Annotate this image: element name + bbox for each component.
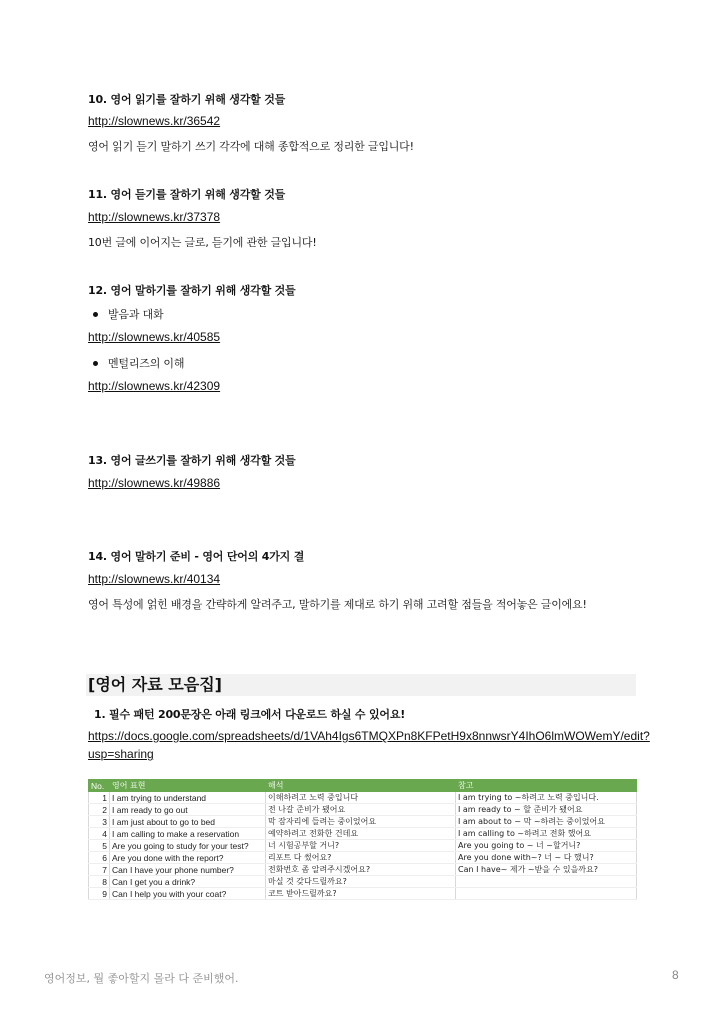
spreadsheet-link-line2[interactable]: usp=sharing [88, 747, 154, 761]
spreadsheet-link-line1[interactable]: https://docs.google.com/spreadsheets/d/1VAh4Igs6TMQXPn8KFPetH9x8nnwsrY4IhO6lmWOWemY/edit? [88, 729, 650, 743]
bullet-text: 멘털리즈의 이해 [108, 357, 185, 370]
link-49886[interactable]: http://slownews.kr/49886 [88, 476, 221, 490]
note-cell: I am ready to ~ 할 준비가 됐어요 [456, 804, 637, 816]
note-cell: I am trying to ~하려고 노력 중입니다. [456, 792, 637, 804]
table-row [89, 852, 637, 864]
note-cell: Can I have~ 제가 ~받을 수 있을까요? [456, 864, 637, 876]
meaning-cell: 전화번호 좀 알려주시겠어요? [266, 864, 456, 876]
item-heading-14: 14. 영어 말하기 준비 - 영어 단어의 4가지 결 [88, 550, 305, 563]
english-cell: I am just about to go to bed [110, 816, 266, 828]
item-desc-11: 10번 글에 이어지는 글로, 듣기에 관한 글입니다! [88, 236, 317, 249]
row-number: 1 [89, 792, 110, 804]
link-40585[interactable]: http://slownews.kr/40585 [88, 330, 221, 344]
english-cell: I am calling to make a reservation [110, 828, 266, 840]
note-cell [456, 876, 637, 888]
row-number: 4 [89, 828, 110, 840]
meaning-cell: 코트 받아드릴까요? [266, 888, 456, 900]
table-row [89, 792, 637, 804]
col-header-english: 영어 표현 [110, 780, 266, 792]
table-row [89, 840, 637, 852]
section-item-1: 1. 필수 패턴 200문장은 아래 링크에서 다운로드 하실 수 있어요! [94, 708, 406, 721]
row-number: 3 [89, 816, 110, 828]
item-heading-13: 13. 영어 글쓰기를 잘하기 위해 생각할 것들 [88, 454, 296, 467]
table-row [89, 888, 637, 900]
meaning-cell: 예약하려고 전화한 건데요 [266, 828, 456, 840]
item-heading-10: 10. 영어 읽기를 잘하기 위해 생각할 것들 [88, 93, 286, 106]
english-cell: I am trying to understand [110, 792, 266, 804]
meaning-cell: 전 나갈 준비가 됐어요 [266, 804, 456, 816]
bullet-pronunciation [93, 306, 163, 322]
phrase-table [88, 779, 637, 900]
row-number: 5 [89, 840, 110, 852]
english-cell: Can I get you a drink? [110, 876, 266, 888]
english-cell: Can I help you with your coat? [110, 888, 266, 900]
col-header-note: 참고 [456, 780, 637, 792]
english-cell: Are you going to study for your test? [110, 840, 266, 852]
note-cell: I am about to ~ 막 ~하려는 중이었어요 [456, 816, 637, 828]
note-cell: I am calling to ~하려고 전화 했어요 [456, 828, 637, 840]
item-desc-10: 영어 읽기 듣기 말하기 쓰기 각각에 대해 종합적으로 정리한 글입니다! [88, 140, 414, 153]
english-cell: I am ready to go out [110, 804, 266, 816]
table-header-row [89, 780, 637, 792]
table-row [89, 828, 637, 840]
page-number: 8 [672, 968, 679, 982]
meaning-cell: 너 시험공부할 거니? [266, 840, 456, 852]
english-cell: Can I have your phone number? [110, 864, 266, 876]
note-cell: Are you going to ~ 너 ~할거니? [456, 840, 637, 852]
bullet-text: 발음과 대화 [108, 308, 164, 321]
bullet-mentality [93, 355, 184, 371]
row-number: 7 [89, 864, 110, 876]
section-title: [영어 자료 모음집] [86, 674, 636, 696]
link-37378[interactable]: http://slownews.kr/37378 [88, 210, 221, 224]
col-header-no: No. [89, 780, 110, 792]
bullet-dot [93, 312, 98, 317]
link-36542[interactable]: http://slownews.kr/36542 [88, 114, 221, 128]
meaning-cell: 막 잠자리에 들려는 중이었어요 [266, 816, 456, 828]
meaning-cell: 이해하려고 노력 중입니다 [266, 792, 456, 804]
row-number: 6 [89, 852, 110, 864]
english-cell: Are you done with the report? [110, 852, 266, 864]
table-row [89, 804, 637, 816]
row-number: 9 [89, 888, 110, 900]
table-row [89, 864, 637, 876]
link-40134[interactable]: http://slownews.kr/40134 [88, 572, 221, 586]
item-heading-12: 12. 영어 말하기를 잘하기 위해 생각할 것들 [88, 284, 296, 297]
footer-caption: 영어정보, 뭘 좋아할지 몰라 다 준비했어. [44, 972, 239, 985]
bullet-dot [93, 361, 98, 366]
item-heading-11: 11. 영어 듣기를 잘하기 위해 생각할 것들 [88, 188, 286, 201]
row-number: 8 [89, 876, 110, 888]
table-row [89, 876, 637, 888]
meaning-cell: 리포트 다 썼어요? [266, 852, 456, 864]
note-cell [456, 888, 637, 900]
note-cell: Are you done with~? 너 ~ 다 했니? [456, 852, 637, 864]
item-desc-14: 영어 특성에 얽힌 배경을 간략하게 알려주고, 말하기를 제대로 하기 위해 고려할 점들을 적어놓은 글이에요! [88, 598, 587, 611]
row-number: 2 [89, 804, 110, 816]
table-row [89, 816, 637, 828]
col-header-meaning: 해석 [266, 780, 456, 792]
link-42309[interactable]: http://slownews.kr/42309 [88, 379, 221, 393]
meaning-cell: 마실 것 갖다드릴까요? [266, 876, 456, 888]
